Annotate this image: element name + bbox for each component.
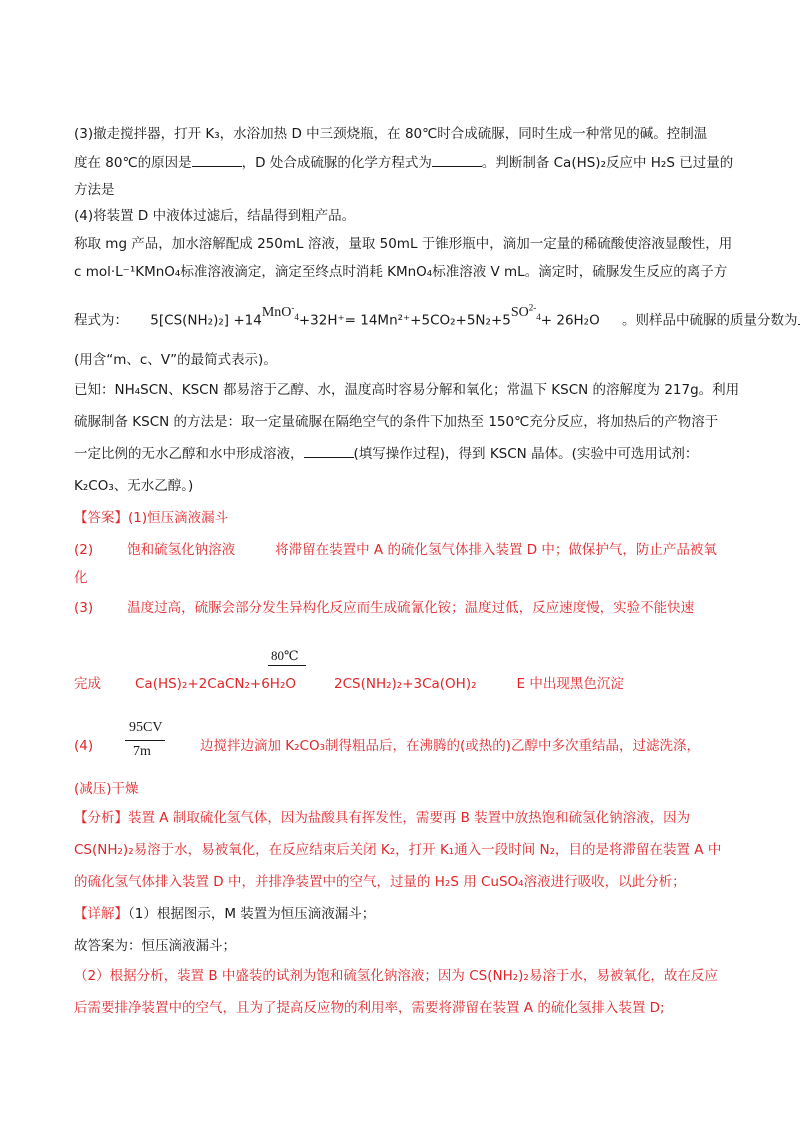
detail-line-4: 后需要排净装置中的空气，且为了提高反应物的利用率，需要将滞留在装置 A 的硫化氢排入装置 D; xyxy=(74,1000,665,1016)
answer-label: 【答案】 xyxy=(74,510,128,526)
answer-line-1: 【答案】(1)恒压滴液漏斗 xyxy=(74,510,229,526)
q4-line-2: 称取 mg 产品，加水溶解配成 250mL 溶液，量取 50mL 于锥形瓶中，滴加一定量的稀硫酸使溶液显酸性，用 xyxy=(74,236,733,252)
q3-line-2 xyxy=(74,153,733,173)
reaction-condition: 80℃ xyxy=(271,648,299,663)
analysis-line-1: 【分析】装置 A 制取硫化氢气体，因为盐酸具有挥发性，需要再 B 装置中放热饱和硫氢化钠溶液，因为 xyxy=(74,810,691,826)
eq-suffix: 。则样品中硫脲的质量分数为 xyxy=(622,312,798,329)
detail-line-3: （2）根据分析，装置 B 中盛装的试剂为饱和硫氢化钠溶液；因为 CS(NH₂)₂易溶于水，易被氧化，故在反应 xyxy=(74,968,718,984)
fraction-numerator: 95CV xyxy=(129,720,163,735)
detail-line-2: 故答案为：恒压滴液漏斗； xyxy=(74,938,236,954)
eq-prefix: 程式为： xyxy=(74,312,128,329)
fraction-denominator: 7m xyxy=(133,744,151,759)
eq-part-c: + 26H₂O xyxy=(540,312,600,329)
analysis-line-2: CS(NH₂)₂易溶于水，易被氧化，在反应结束后关闭 K₂，打开 K₁通入一段时间 N₂，目的是将滞留在装置 A 中 xyxy=(74,842,722,858)
q4-line-3: c mol·L⁻¹KMnO₄标准溶液滴定，滴定至终点时消耗 KMnO₄标准溶液 V mL。滴定时，硫脲发生反应的离子方 xyxy=(74,264,728,280)
q3-line-2-b: ，D 处合成硫脲的化学方程式为 xyxy=(241,155,432,171)
answer-line-4: 边搅拌边滴加 K₂CO₃制得粗品后，在沸腾的(或热的)乙醇中多次重结晶，过滤洗涤， xyxy=(200,738,701,754)
answer-blank xyxy=(192,153,242,167)
known-line-2: 硫脲制备 KSCN 的方法是：取一定量硫脲在隔绝空气的条件下加热至 150℃充分反应，将加热后的产物溶于 xyxy=(74,414,719,430)
answer-line-3: (3) 温度过高，硫脲会部分发生异构化反应而生成硫氰化铵；温度过低，反应速度慢，实验不能快速 xyxy=(74,600,695,616)
answer-line-2: (2) 饱和硫氢化钠溶液 将滞留在装置中 A 的硫化氢气体排入装置 D 中；做保护气，防止产品被氧 xyxy=(74,542,717,558)
answer-blank xyxy=(304,444,354,458)
fraction-bar xyxy=(125,740,165,741)
eq-part-a: 5[CS(NH₂)₂] +14 xyxy=(150,312,262,329)
q3-line-3: 方法是 xyxy=(74,182,115,198)
answer-line-4-num: (4) xyxy=(74,738,94,754)
permanganate-formula: MnO-$_4$ xyxy=(261,302,299,322)
q4-line-1: (4)将装置 D 中液体过滤后，结晶得到粗产品。 xyxy=(74,208,356,224)
answer-line-4-cont: (减压)干燥 xyxy=(74,781,139,797)
answer-line-2-cont: 化 xyxy=(74,570,88,586)
q4-ionic-equation xyxy=(74,302,800,335)
q4-line-5: (用含“m、c、V”的最简式表示)。 xyxy=(74,352,277,368)
reaction-arrow-line xyxy=(268,665,306,666)
equation-reactants: Ca(HS)₂+2CaCN₂+6H₂O xyxy=(135,676,296,692)
analysis-line-3: 的硫化氢气体排入装置 D 中，并排净装置中的空气，过量的 H₂S 用 CuSO₄溶液进行吸收，以此分析； xyxy=(74,874,686,890)
analysis-label: 【分析】 xyxy=(74,810,128,826)
answer-line-3-cont: 完成 Ca(HS)₂+2CaCN₂+6H₂O 2CS(NH₂)₂+3Ca(OH)₂ E 中出现黑色沉淀 xyxy=(74,676,624,692)
equation-products: 2CS(NH₂)₂+3Ca(OH)₂ xyxy=(334,676,477,692)
answer-blank xyxy=(432,153,482,167)
known-line-4: K₂CO₃、无水乙醇。) xyxy=(74,478,194,494)
q3-line-2-a: 度在 80℃的原因是 xyxy=(74,155,192,171)
known-line-1: 已知：NH₄SCN、KSCN 都易溶于乙醇、水，温度高时容易分解和氧化；常温下 KSCN 的溶解度为 217g。利用 xyxy=(74,382,740,398)
q3-line-2-c: 。判断制备 Ca(HS)₂反应中 H₂S 已过量的 xyxy=(481,155,734,171)
known-line-3: 一定比例的无水乙醇和水中形成溶液， (填写操作过程)，得到 KSCN 晶体。(实验中可选用试剂： xyxy=(74,446,699,462)
eq-part-b: +32H⁺= 14Mn²⁺+5CO₂+5N₂+5 xyxy=(298,312,511,329)
q3-line-1: (3)撤走搅拌器，打开 K₃，水浴加热 D 中三颈烧瓶，在 80℃时合成硫脲，同时生成一种常见的碱。控制温 xyxy=(74,126,708,142)
detail-line-1: 【详解】（1）根据图示，M 装置为恒压滴液漏斗； xyxy=(74,906,376,922)
sulfate-formula: $SO^{2-}_4$ xyxy=(510,302,541,322)
detail-label: 【详解】 xyxy=(74,906,128,922)
